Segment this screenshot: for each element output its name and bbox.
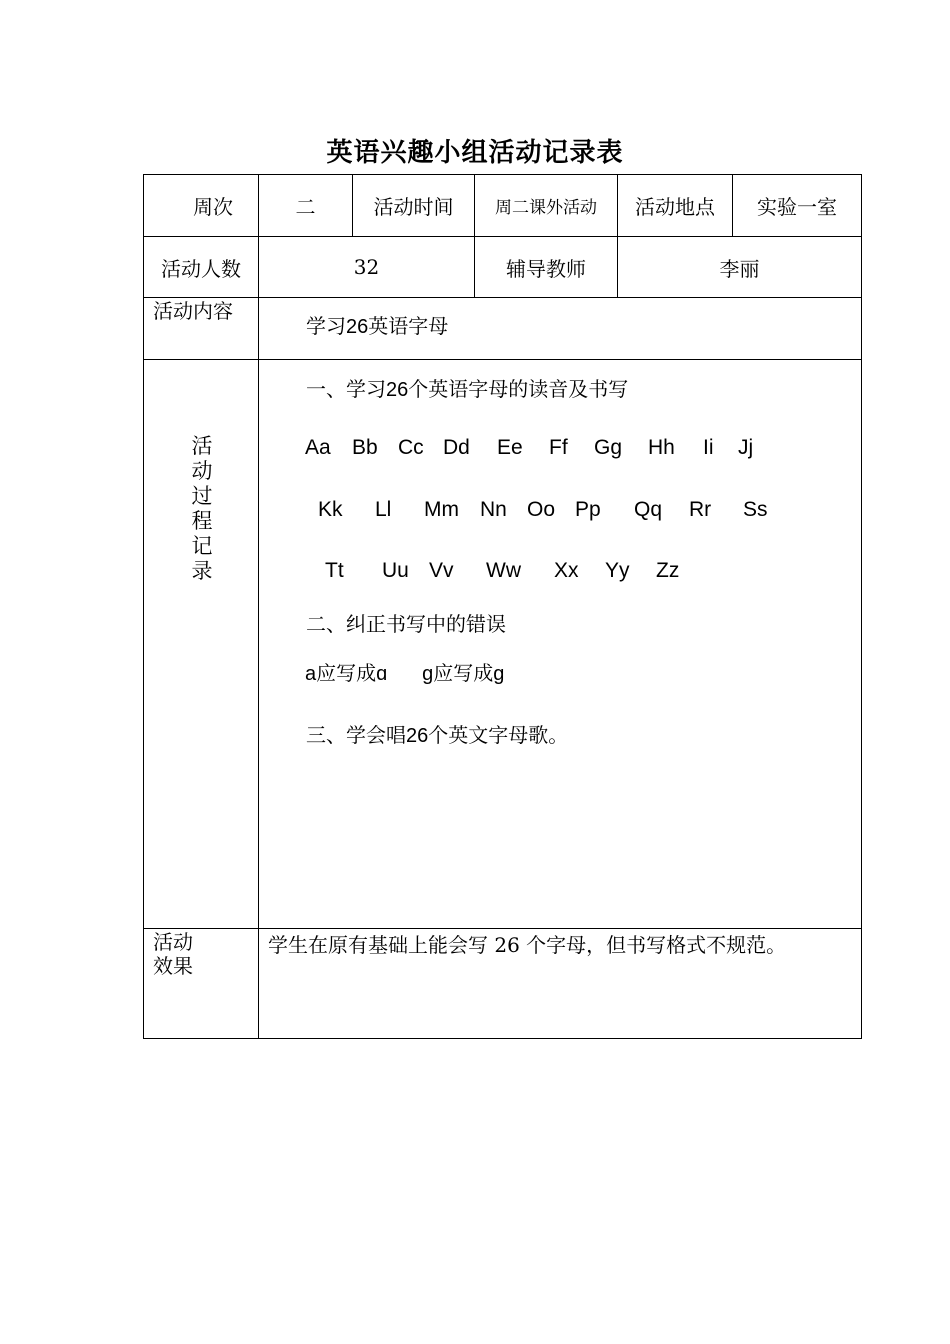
content-value-num: 26 [346, 316, 369, 338]
content-value [306, 310, 448, 339]
process-step1-pre: 一、学习 [306, 377, 386, 401]
teacher-value: 李丽 [719, 256, 760, 281]
letter-pair: Ee [497, 436, 523, 459]
letter-pair: Rr [689, 498, 712, 521]
time-label: 活动时间 [373, 195, 454, 219]
letter-pair: Nn [480, 498, 507, 521]
process-step3-pre: 三、学会唱 [306, 723, 406, 747]
result-label [153, 930, 193, 978]
letter-pair: Ww [486, 559, 521, 582]
result-label-line2: 效果 [153, 954, 193, 978]
letter-pair: Gg [594, 436, 623, 459]
people-value: 32 [353, 255, 380, 279]
people-label: 活动人数 [161, 256, 241, 281]
table-rule-row2 [143, 297, 862, 298]
fix1-right: ɑ [376, 663, 388, 685]
page-title: 英语兴趣小组活动记录表 [326, 138, 624, 168]
table-border-right [861, 174, 862, 1039]
letter-pair: Bb [352, 436, 378, 459]
process-step3 [306, 719, 568, 748]
fix1-wrong: a [305, 663, 317, 685]
process-step1-post: 个英语字母的读音及书写 [408, 377, 629, 401]
process-step1-num: 26 [386, 379, 409, 401]
letter-pair: Ii [703, 436, 714, 459]
letter-pair: Dd [443, 436, 470, 459]
place-value: 实验一室 [757, 195, 837, 219]
letter-pair: Aa [305, 436, 331, 459]
content-label: 活动内容 [153, 299, 233, 323]
letter-pair: Tt [325, 559, 344, 582]
letter-pair: Ss [743, 498, 768, 521]
letter-pair: Yy [605, 559, 630, 582]
process-label-char: 过 [191, 484, 213, 508]
letter-pair: Xx [554, 559, 579, 582]
process-step3-post: 个英文字母歌。 [428, 723, 569, 747]
process-step2: 二、纠正书写中的错误 [306, 612, 506, 636]
content-value-pre: 学习 [306, 314, 346, 338]
letter-pair: Qq [634, 498, 663, 521]
place-label: 活动地点 [635, 195, 715, 219]
week-label: 周次 [193, 195, 233, 219]
letter-pair: Jj [738, 436, 754, 459]
letter-pair: Pp [575, 498, 601, 521]
letter-pair: Mm [424, 498, 459, 521]
letter-pair: Ff [549, 436, 568, 459]
table-border-bottom [143, 1038, 862, 1039]
result-value: 学生在原有基础上能会写 26 个字母，但书写格式不规范。 [268, 933, 787, 957]
process-label-char: 活 [191, 434, 213, 458]
letter-pair: Uu [382, 559, 409, 582]
letter-pair: Vv [429, 559, 454, 582]
fix2-mid: 应写成 [433, 661, 494, 685]
process-step1 [306, 373, 628, 402]
content-value-post: 英语字母 [368, 314, 449, 338]
process-label-char: 动 [191, 459, 213, 483]
process-label [187, 434, 217, 584]
writing-fix-line [305, 657, 504, 686]
letter-pair: Ll [375, 498, 392, 521]
week-value: 二 [295, 195, 316, 219]
table-rule-row3 [143, 359, 862, 360]
teacher-label: 辅导教师 [506, 256, 586, 281]
process-label-char: 程 [191, 509, 213, 533]
fix2-wrong: g [422, 663, 434, 685]
process-label-char: 录 [191, 559, 213, 583]
result-label-line1: 活动 [153, 930, 193, 954]
letter-pair: Hh [648, 436, 675, 459]
fix1-mid: 应写成 [316, 661, 377, 685]
process-step3-num: 26 [406, 725, 429, 747]
table-rule-col1 [258, 174, 259, 1039]
process-label-char: 记 [191, 534, 213, 558]
fix2-right: g [493, 663, 505, 685]
time-value: 周二课外活动 [495, 198, 597, 218]
table-border-left [143, 174, 144, 1039]
letter-pair: Kk [318, 498, 343, 521]
letter-pair: Cc [398, 436, 424, 459]
letter-pair: Zz [656, 559, 680, 582]
letter-pair: Oo [527, 498, 556, 521]
